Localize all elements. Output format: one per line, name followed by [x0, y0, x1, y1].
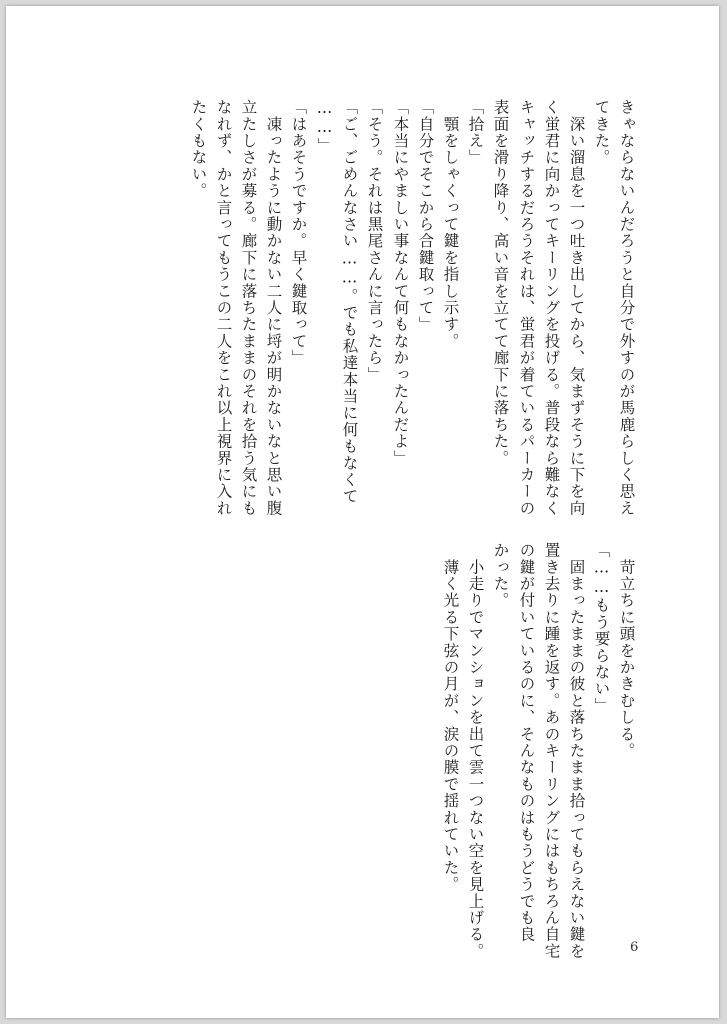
text-line: 表面を滑り降り、高い音を立てて廊下に落ちた。	[491, 99, 510, 467]
text-line: 凍ったように動かない二人に埒が明かないなと思い腹	[264, 99, 283, 517]
dialogue-line: 「……もう要らない」	[592, 542, 611, 714]
text-line: キャッチするだろうそれは、蛍君が着ているパーカーの	[517, 99, 536, 517]
text-line: 深い溜息を一つ吐き出してから、気まずそうに下を向	[567, 99, 586, 517]
dialogue-line: 「そう。それは黒尾さんに言ったら」	[365, 99, 384, 383]
text-line: 苛立ちに頭をかきむしる。	[617, 542, 636, 760]
page-sheet	[6, 6, 719, 1018]
text-line: 固まったままの彼と落ちたまま拾ってもらえない鍵を	[567, 542, 586, 960]
text-line: なれず、かと言ってもうこの二人をこれ以上視界に入れ	[214, 99, 233, 517]
text-line: 立たしさが募る。廊下に落ちたままのそれを拾う気にも	[239, 99, 258, 517]
dialogue-line: 「はあそうですか。早く鍵取って」	[289, 99, 308, 367]
dialogue-line: 「自分でそこから合鍵取って」	[416, 99, 435, 333]
text-line: 薄く光る下弦の月が、涙の膜で揺れていた。	[441, 542, 460, 893]
text-line: たくもない。	[189, 99, 208, 200]
text-line: 小走りでマンションを出て雲一つない空を見上げる。	[466, 542, 485, 960]
text-line: てきた。	[592, 99, 611, 166]
text-line: の鍵が付いているのに、そんなものはもうどうでも良	[517, 542, 536, 943]
text-line: く蛍君に向かってキーリングを投げる。普段なら難なく	[542, 99, 561, 517]
dialogue-line: ……」	[315, 99, 334, 155]
text-line: 顎をしゃくって鍵を指し示す。	[441, 99, 460, 350]
dialogue-line: 「本当にやましい事なんて何もなかったんだよ」	[391, 99, 410, 467]
text-line: かった。	[491, 542, 510, 609]
dialogue-line: 「ご、ごめんなさい……。でも私達本当に何もなくて	[340, 99, 359, 505]
page-number: 6	[630, 940, 639, 955]
dialogue-line: 「拾え」	[466, 99, 485, 166]
text-line: きゃならないんだろうと自分で外すのが馬鹿らしく思え	[617, 99, 636, 517]
text-line: 置き去りに踵を返す。あのキーリングにはもちろん自宅	[542, 542, 561, 960]
